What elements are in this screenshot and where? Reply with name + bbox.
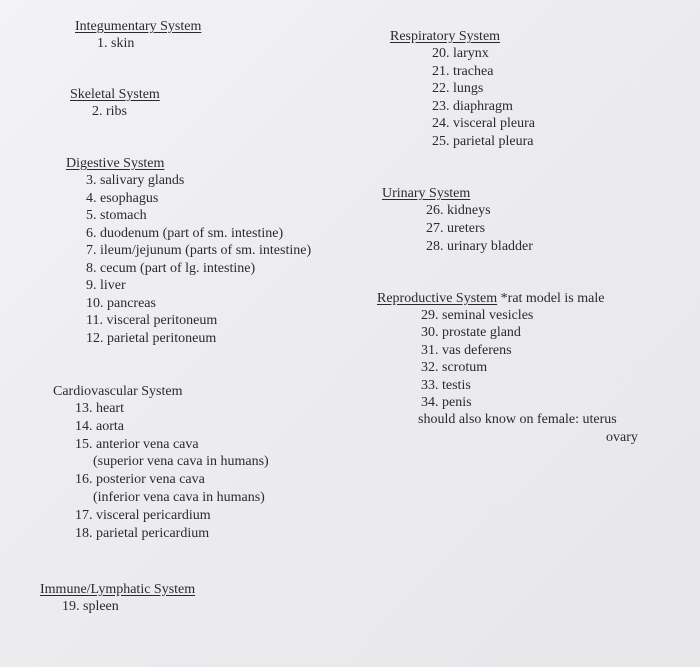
list-item: 17. visceral pericardium xyxy=(75,507,211,523)
list-item: 20. larynx xyxy=(432,46,489,61)
section-note: *rat model is male xyxy=(497,291,605,306)
integumentary-section xyxy=(75,18,201,52)
list-item: 3. salivary glands xyxy=(86,173,185,188)
list-item: 23. diaphragm xyxy=(432,98,513,114)
immune-section xyxy=(40,581,195,615)
section-heading: Urinary System xyxy=(382,186,471,201)
list-item: 1. skin xyxy=(97,36,135,51)
list-item-note: (inferior vena cava in humans) xyxy=(93,489,265,505)
list-item: 7. ileum/jejunum (parts of sm. intestine) xyxy=(86,243,312,258)
section-heading: Immune/Lymphatic System xyxy=(40,582,196,597)
list-item: 22. lungs xyxy=(432,81,484,97)
urinary-section xyxy=(382,185,533,256)
cardiovascular-section xyxy=(53,383,269,542)
skeletal-section xyxy=(70,86,160,120)
list-item: 14. aorta xyxy=(75,418,124,434)
list-item: 34. penis xyxy=(421,395,472,411)
list-item: 24. visceral pleura xyxy=(432,116,536,132)
list-item: 2. ribs xyxy=(92,104,127,119)
list-item: 31. vas deferens xyxy=(421,342,512,358)
respiratory-section xyxy=(390,28,535,151)
reproductive-section xyxy=(377,290,638,446)
list-item: 8. cecum (part of lg. intestine) xyxy=(86,260,256,276)
section-heading: Reproductive System xyxy=(377,291,498,306)
list-item: 28. urinary bladder xyxy=(426,239,533,254)
section-heading: Integumentary System xyxy=(75,19,202,34)
section-heading-row xyxy=(377,290,638,307)
section-heading: Cardiovascular System xyxy=(53,384,183,399)
list-item: 5. stomach xyxy=(86,208,147,223)
female-note-extra: ovary xyxy=(606,429,638,445)
list-item: 6. duodenum (part of sm. intestine) xyxy=(86,225,284,241)
list-item-note: (superior vena cava in humans) xyxy=(93,454,269,470)
list-item: 27. ureters xyxy=(426,221,486,236)
list-item: 30. prostate gland xyxy=(421,325,521,341)
list-item: 18. parietal pericardium xyxy=(75,525,210,541)
list-item: 21. trachea xyxy=(432,63,494,79)
list-item: 32. scrotum xyxy=(421,360,488,376)
list-item: 16. posterior vena cava xyxy=(75,472,205,488)
list-item: 33. testis xyxy=(421,377,471,393)
list-item: 15. anterior vena cava xyxy=(75,436,199,452)
digestive-section xyxy=(66,155,311,347)
list-item: 19. spleen xyxy=(62,599,119,614)
list-item: 4. esophagus xyxy=(86,190,159,206)
section-heading: Skeletal System xyxy=(70,87,160,102)
list-item: 11. visceral peritoneum xyxy=(86,313,218,328)
section-heading: Digestive System xyxy=(66,156,165,171)
list-item: 12. parietal peritoneum xyxy=(86,330,217,346)
section-heading: Respiratory System xyxy=(390,29,501,44)
female-note: should also know on female: uterus xyxy=(418,412,617,428)
list-item: 10. pancreas xyxy=(86,295,156,311)
list-item: 29. seminal vesicles xyxy=(421,308,534,323)
list-item: 13. heart xyxy=(75,401,124,416)
list-item: 26. kidneys xyxy=(426,203,491,218)
list-item: 9. liver xyxy=(86,278,126,293)
list-item: 25. parietal pleura xyxy=(432,133,534,149)
